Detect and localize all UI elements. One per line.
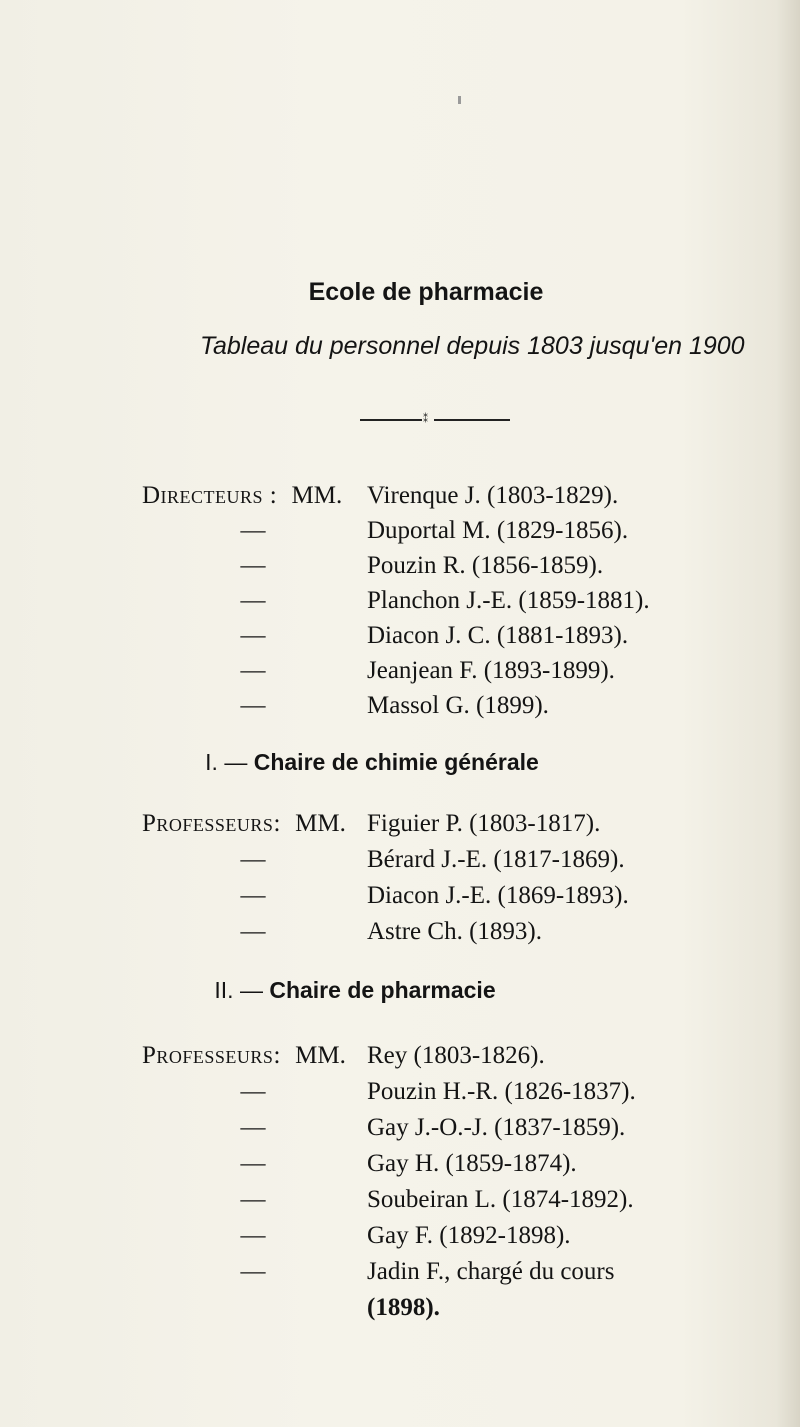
directeur-entry: Massol G. (1899). bbox=[367, 692, 549, 719]
professeur-entry: Jadin F., chargé du cours bbox=[367, 1258, 615, 1285]
professeurs-label: Professeurs: bbox=[142, 810, 281, 837]
professeur-entry: Gay H. (1859-1874). bbox=[367, 1150, 577, 1177]
ditto-dash: — bbox=[240, 1222, 266, 1249]
ditto-dash: — bbox=[240, 552, 266, 579]
directeurs-mm: MM. bbox=[291, 482, 343, 509]
section-number: II. — bbox=[214, 977, 263, 1003]
directeurs-line bbox=[142, 482, 342, 510]
ditto-dash: — bbox=[240, 692, 266, 719]
document-title bbox=[0, 278, 800, 307]
divider-ornament-icon: ⁑ bbox=[423, 414, 428, 425]
directeur-entry: Planchon J.-E. (1859-1881). bbox=[367, 587, 650, 614]
professeur-entry: Figuier P. (1803-1817). bbox=[367, 810, 601, 837]
ditto-dash: — bbox=[240, 657, 266, 684]
section-title: Chaire de pharmacie bbox=[269, 977, 496, 1003]
section-number: I. — bbox=[205, 749, 248, 775]
professeurs-mm: MM. bbox=[295, 1042, 346, 1069]
document-title-text: Ecole de pharmacie bbox=[308, 278, 544, 306]
directeur-entry: Jeanjean F. (1893-1899). bbox=[367, 657, 615, 684]
section-heading-1 bbox=[0, 749, 772, 776]
professeur-entry: Soubeiran L. (1874-1892). bbox=[367, 1186, 634, 1213]
directeur-entry: Virenque J. (1803-1829). bbox=[367, 482, 619, 509]
professeurs-line bbox=[142, 810, 346, 838]
professeur-entry: Pouzin H.-R. (1826-1837). bbox=[367, 1078, 636, 1105]
professeurs-label: Professeurs: bbox=[142, 1042, 281, 1069]
ditto-dash: — bbox=[240, 918, 266, 945]
ditto-dash: — bbox=[240, 622, 266, 649]
professeurs-line bbox=[142, 1042, 346, 1070]
ditto-dash: — bbox=[240, 587, 266, 614]
professeurs-mm: MM. bbox=[295, 810, 346, 837]
professeur-entry: Gay J.-O.-J. (1837-1859). bbox=[367, 1114, 626, 1141]
directeurs-label: Directeurs : bbox=[142, 482, 278, 509]
ditto-dash: — bbox=[240, 846, 266, 873]
ditto-dash: — bbox=[240, 882, 266, 909]
directeur-entry: Duportal M. (1829-1856). bbox=[367, 517, 629, 544]
ditto-dash: — bbox=[240, 517, 266, 544]
ditto-dash: — bbox=[240, 1186, 266, 1213]
professeur-entry: Gay F. (1892-1898). bbox=[367, 1222, 571, 1249]
section-heading-2 bbox=[0, 977, 755, 1004]
section-title: Chaire de chimie générale bbox=[253, 749, 539, 775]
document-subtitle: Tableau du personnel depuis 1803 jusqu'en 1900 bbox=[200, 332, 745, 360]
divider-line-right bbox=[434, 419, 510, 421]
directeur-entry: Pouzin R. (1856-1859). bbox=[367, 552, 604, 579]
page-mark bbox=[458, 96, 461, 104]
ditto-dash: — bbox=[240, 1078, 266, 1105]
ditto-dash: — bbox=[240, 1258, 266, 1285]
professeur-entry: Astre Ch. (1893). bbox=[367, 918, 542, 945]
ornamental-divider bbox=[360, 414, 510, 426]
ditto-dash: — bbox=[240, 1150, 266, 1177]
directeur-entry: Diacon J. C. (1881-1893). bbox=[367, 622, 629, 649]
professeur-entry: Rey (1803-1826). bbox=[367, 1042, 545, 1069]
professeur-entry-continuation: (1898). bbox=[367, 1294, 440, 1321]
professeur-entry: Diacon J.-E. (1869-1893). bbox=[367, 882, 629, 909]
divider-line-left bbox=[360, 419, 422, 421]
ditto-dash: — bbox=[240, 1114, 266, 1141]
professeur-entry: Bérard J.-E. (1817-1869). bbox=[367, 846, 625, 873]
